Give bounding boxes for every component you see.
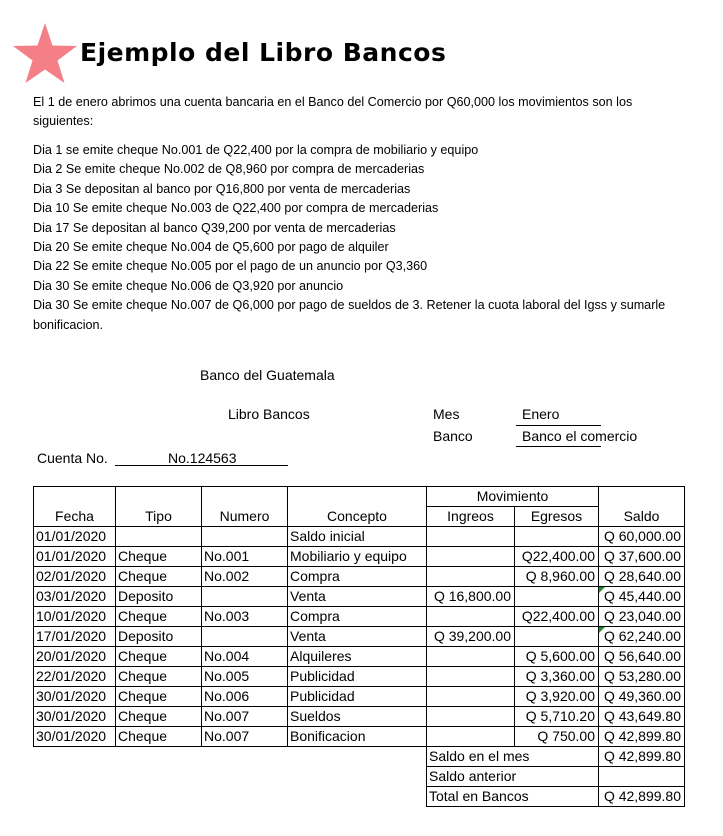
- cell-egresos: [515, 627, 599, 647]
- event-line: Dia 17 Se depositan al banco Q39,200 por venta de mercaderias: [33, 220, 396, 235]
- cell-numero: No.004: [202, 647, 288, 667]
- cell-ingresos: [427, 707, 515, 727]
- cell-egresos: Q 750.00: [515, 727, 599, 747]
- summary-label: Total en Bancos: [427, 787, 599, 807]
- cell-numero: No.006: [202, 687, 288, 707]
- cell-marker-icon: [599, 627, 605, 633]
- cell-tipo: Deposito: [116, 587, 202, 607]
- cell-concepto: Compra: [288, 607, 427, 627]
- cell-saldo: Q 45,440.00: [599, 587, 685, 607]
- cell-egresos: Q22,400.00: [515, 607, 599, 627]
- summary-spacer: [288, 787, 427, 807]
- cell-fecha: 17/01/2020: [34, 627, 116, 647]
- summary-value: [599, 767, 685, 787]
- cell-tipo: [116, 527, 202, 547]
- cell-saldo: Q 60,000.00: [599, 527, 685, 547]
- cuenta-label: Cuenta No.: [37, 450, 108, 466]
- cell-ingresos: [427, 727, 515, 747]
- header-tipo: Tipo: [116, 507, 202, 527]
- event-line: Dia 2 Se emite cheque No.002 de Q8,960 por compra de mercaderias: [33, 162, 425, 177]
- cell-fecha: 02/01/2020: [34, 567, 116, 587]
- cell-concepto: Sueldos: [288, 707, 427, 727]
- cell-egresos: Q 3,920.00: [515, 687, 599, 707]
- summary-value: Q 42,899.80: [599, 787, 685, 807]
- star-icon: [12, 22, 78, 84]
- banco-underline: [516, 446, 601, 447]
- cell-fecha: 01/01/2020: [34, 527, 116, 547]
- cell-fecha: 22/01/2020: [34, 667, 116, 687]
- header-fecha: Fecha: [34, 507, 116, 527]
- cell-saldo: Q 62,240.00: [599, 627, 685, 647]
- cell-tipo: Cheque: [116, 707, 202, 727]
- cell-numero: No.003: [202, 607, 288, 627]
- cell-tipo: Cheque: [116, 567, 202, 587]
- cell-tipo: Cheque: [116, 687, 202, 707]
- header-egresos: Egresos: [515, 507, 599, 527]
- bank-ledger-table: [33, 486, 685, 807]
- cell-numero: [202, 627, 288, 647]
- cell-saldo: Q 56,640.00: [599, 647, 685, 667]
- cell-concepto: Venta: [288, 627, 427, 647]
- cell-tipo: Cheque: [116, 647, 202, 667]
- summary-label: Saldo en el mes: [427, 747, 599, 767]
- event-line: Dia 30 Se emite cheque No.006 de Q3,920 por anuncio: [33, 278, 344, 293]
- header-ingresos: Ingreos: [427, 507, 515, 527]
- header-saldo: Saldo: [599, 507, 685, 527]
- cell-ingresos: [427, 687, 515, 707]
- cell-saldo: Q 49,360.00: [599, 687, 685, 707]
- cell-numero: No.007: [202, 707, 288, 727]
- cell-egresos: Q 8,960.00: [515, 567, 599, 587]
- ledger-body: [34, 527, 685, 807]
- header-numero: Numero: [202, 507, 288, 527]
- header-cell-empty: [116, 487, 202, 507]
- summary-spacer: [116, 787, 202, 807]
- header-concepto: Concepto: [288, 507, 427, 527]
- summary-spacer: [34, 767, 116, 787]
- event-line: Dia 20 Se emite cheque No.004 de Q5,600 por pago de alquiler: [33, 240, 389, 255]
- table-row: [34, 647, 685, 667]
- header-row: [34, 507, 685, 527]
- cell-ingresos: Q 39,200.00: [427, 627, 515, 647]
- cell-tipo: Cheque: [116, 607, 202, 627]
- cell-marker-icon: [599, 587, 605, 593]
- cell-ingresos: [427, 527, 515, 547]
- table-row: [34, 727, 685, 747]
- event-line: Dia 22 Se emite cheque No.005 por el pago de un anuncio por Q3,360: [33, 259, 428, 274]
- event-line: Dia 30 Se emite cheque No.007 de Q6,000 por pago de sueldos de 3. Retener la cuota laboral del Igss y sumarle bonificacion.: [33, 298, 666, 332]
- cell-saldo: Q 53,280.00: [599, 667, 685, 687]
- cell-concepto: Bonificacion: [288, 727, 427, 747]
- summary-spacer: [34, 787, 116, 807]
- cell-concepto: Publicidad: [288, 667, 427, 687]
- summary-spacer: [288, 767, 427, 787]
- event-line: Dia 1 se emite cheque No.001 de Q22,400 por la compra de mobiliario y equipo: [33, 143, 479, 157]
- cell-concepto: Saldo inicial: [288, 527, 427, 547]
- cell-tipo: Cheque: [116, 727, 202, 747]
- cell-saldo: Q 28,640.00: [599, 567, 685, 587]
- cell-ingresos: [427, 647, 515, 667]
- table-row: [34, 607, 685, 627]
- banco-value: Banco el comercio: [522, 428, 638, 444]
- summary-spacer: [34, 747, 116, 767]
- movimiento-header: Movimiento: [427, 487, 599, 507]
- summary-spacer: [202, 747, 288, 767]
- cell-ingresos: Q 16,800.00: [427, 587, 515, 607]
- cell-egresos: [515, 587, 599, 607]
- cell-saldo: Q 43,649.80: [599, 707, 685, 727]
- cell-fecha: 03/01/2020: [34, 587, 116, 607]
- table-row: [34, 627, 685, 647]
- cell-egresos: Q 5,710.20: [515, 707, 599, 727]
- cell-saldo: Q 23,040.00: [599, 607, 685, 627]
- cell-saldo: Q 42,899.80: [599, 727, 685, 747]
- cell-numero: No.001: [202, 547, 288, 567]
- event-line: Dia 3 Se depositan al banco por Q16,800 por venta de mercaderias: [33, 181, 411, 196]
- table-row: [34, 567, 685, 587]
- header-row-group: [34, 487, 685, 507]
- bank-name: Banco del Guatemala: [200, 367, 335, 383]
- cell-tipo: Deposito: [116, 627, 202, 647]
- summary-spacer: [116, 767, 202, 787]
- summary-row: [34, 747, 685, 767]
- mes-value: Enero: [522, 406, 560, 422]
- cell-fecha: 30/01/2020: [34, 727, 116, 747]
- cell-fecha: 30/01/2020: [34, 707, 116, 727]
- summary-spacer: [202, 767, 288, 787]
- cell-concepto: Publicidad: [288, 687, 427, 707]
- table-row: [34, 707, 685, 727]
- cell-numero: No.005: [202, 667, 288, 687]
- events-list: [33, 141, 698, 335]
- banco-label: Banco: [433, 428, 473, 444]
- cell-egresos: Q22,400.00: [515, 547, 599, 567]
- header-cell-empty: [202, 487, 288, 507]
- cell-concepto: Alquileres: [288, 647, 427, 667]
- page-title: Ejemplo del Libro Bancos: [80, 38, 447, 67]
- cell-ingresos: [427, 667, 515, 687]
- cell-ingresos: [427, 547, 515, 567]
- header-cell-empty: [599, 487, 685, 507]
- mes-label: Mes: [433, 406, 460, 422]
- cell-numero: [202, 527, 288, 547]
- cell-egresos: Q 3,360.00: [515, 667, 599, 687]
- cell-egresos: Q 5,600.00: [515, 647, 599, 667]
- header-cell-empty: [34, 487, 116, 507]
- summary-value: Q 42,899.80: [599, 747, 685, 767]
- summary-spacer: [116, 747, 202, 767]
- intro-paragraph: El 1 de enero abrimos una cuenta bancaria en el Banco del Comercio por Q60,000 los movimientos son los siguientes:: [33, 95, 633, 128]
- summary-row: [34, 787, 685, 807]
- cuenta-underline: [115, 465, 288, 466]
- cell-numero: No.002: [202, 567, 288, 587]
- cell-fecha: 01/01/2020: [34, 547, 116, 567]
- table-row: [34, 547, 685, 567]
- cuenta-value: No.124563: [168, 450, 237, 466]
- cell-ingresos: [427, 607, 515, 627]
- cell-tipo: Cheque: [116, 667, 202, 687]
- cell-concepto: Mobiliario y equipo: [288, 547, 427, 567]
- cell-saldo: Q 37,600.00: [599, 547, 685, 567]
- summary-label: Saldo anterior: [427, 767, 599, 787]
- mes-underline: [516, 425, 601, 426]
- cell-ingresos: [427, 567, 515, 587]
- summary-spacer: [288, 747, 427, 767]
- star-shape: [13, 23, 77, 83]
- cell-fecha: 30/01/2020: [34, 687, 116, 707]
- cell-numero: [202, 587, 288, 607]
- cell-tipo: Cheque: [116, 547, 202, 567]
- event-line: Dia 10 Se emite cheque No.003 de Q22,400 por compra de mercaderias: [33, 201, 439, 216]
- table-row: [34, 687, 685, 707]
- table-row: [34, 587, 685, 607]
- cell-concepto: Compra: [288, 567, 427, 587]
- header-cell-empty: [288, 487, 427, 507]
- cell-fecha: 20/01/2020: [34, 647, 116, 667]
- table-row: [34, 667, 685, 687]
- summary-row: [34, 767, 685, 787]
- table-row: [34, 527, 685, 547]
- summary-spacer: [202, 787, 288, 807]
- book-title: Libro Bancos: [228, 406, 310, 422]
- cell-fecha: 10/01/2020: [34, 607, 116, 627]
- cell-numero: No.007: [202, 727, 288, 747]
- cell-concepto: Venta: [288, 587, 427, 607]
- cell-egresos: [515, 527, 599, 547]
